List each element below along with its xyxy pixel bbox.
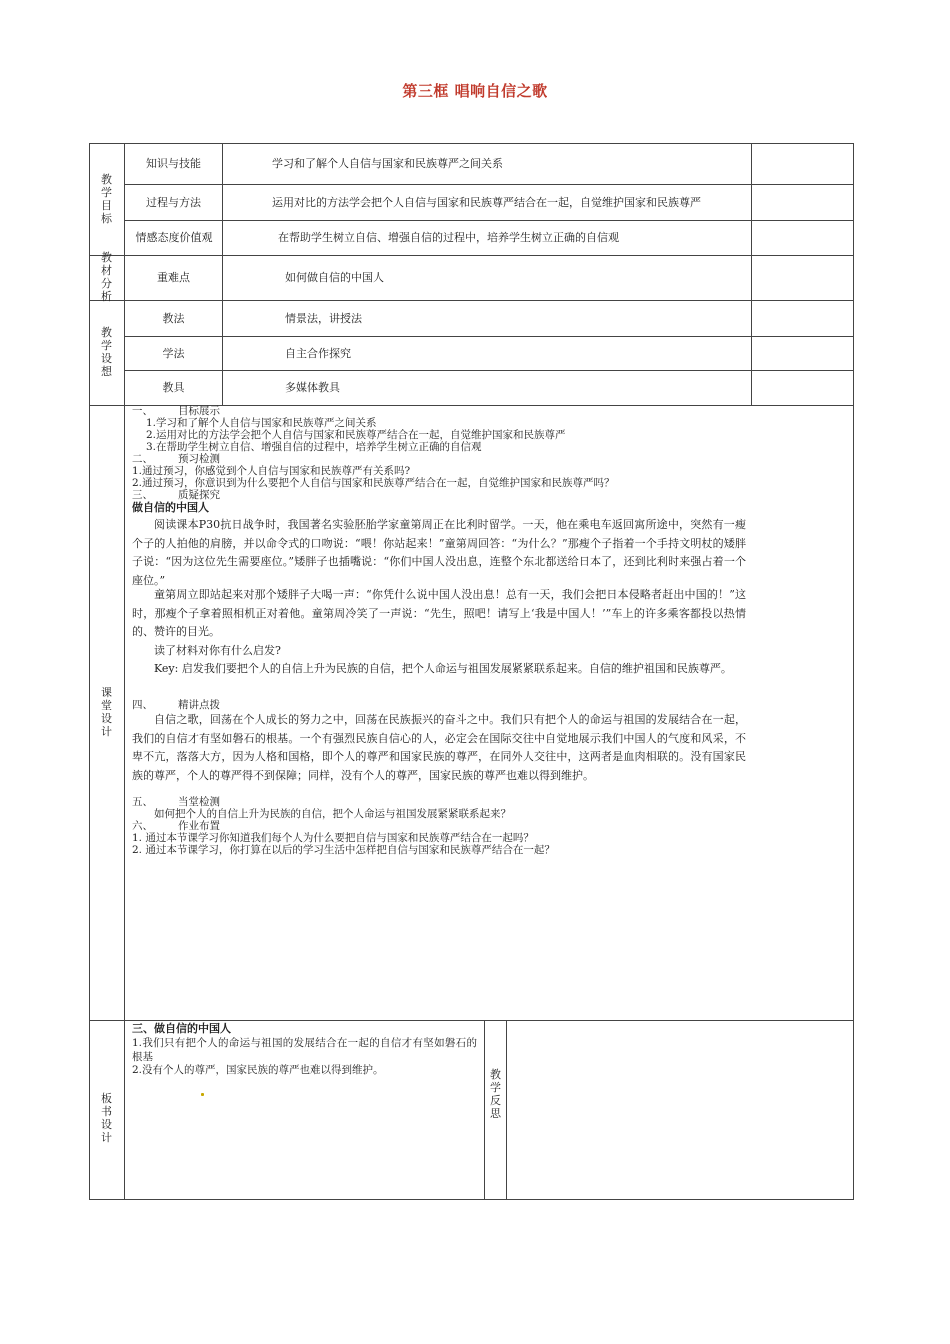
section-heading: 目标展示 xyxy=(178,405,220,417)
table-rule xyxy=(751,143,752,405)
list-item: 1.通过预习，你感觉到个人自信与国家和民族尊严有关系吗? xyxy=(132,465,411,477)
design-label: 教法 xyxy=(162,311,185,325)
section-label-analysis: 教材分析 xyxy=(101,251,112,303)
paragraph: Key: 启发我们要把个人的自信上升为民族的自信，把个人命运与祖国发展紧紧联系起来。自信的维护祖国和民族尊严。 xyxy=(154,662,732,675)
section-label-design: 教学设想 xyxy=(101,326,112,378)
table-rule xyxy=(484,1020,485,1200)
design-content: 自主合作探究 xyxy=(285,346,351,360)
design-label: 教具 xyxy=(162,381,185,394)
board-heading: 三、做自信的中国人 xyxy=(132,1022,231,1035)
list-item: 3.在帮助学生树立自信、增强自信的过程中，培养学生树立正确的自信观 xyxy=(146,441,482,453)
section-number: 二、 xyxy=(132,453,153,465)
paragraph: 阅读课本P30抗日战争时，我国著名实验胚胎学家童第周正在比利时留学。一天，他在乘电车返回寓所途中，突然有一瘦个子的人拍他的肩膀，并以命令式的口吻说：“喂！你站起来！”童第周回答：“为什么？”那瘦个子指着一个手持文明杖的矮胖子说：“因为这位先生需要座位。”矮胖子也插嘴说：“你们中国人没出息，连整个东北都送给日本了，还到比利时来强占着一个座位。” xyxy=(132,518,746,587)
section-label-classroom: 课堂设计 xyxy=(101,686,112,738)
table-rule xyxy=(853,143,854,1200)
table-rule xyxy=(506,1020,507,1200)
design-content: 多媒体教具 xyxy=(285,381,340,394)
goal-content: 在帮助学生树立自信、增强自信的过程中，培养学生树立正确的自信观 xyxy=(278,231,619,244)
list-item: 1.学习和了解个人自信与国家和民族尊严之间关系 xyxy=(146,417,377,429)
section-label-reflection: 教学反思 xyxy=(490,1068,501,1120)
table-rule xyxy=(89,1199,854,1200)
goal-label: 情感态度价值观 xyxy=(135,231,213,244)
list-item: 2.运用对比的方法学会把个人自信与国家和民族尊严结合在一起，自觉维护国家和民族尊严 xyxy=(146,429,566,441)
design-label: 学法 xyxy=(162,346,185,360)
section-number: 六、 xyxy=(132,820,153,832)
section-heading: 预习检测 xyxy=(178,453,220,465)
section-number: 五、 xyxy=(132,796,153,808)
paragraph: 读了材料对你有什么启发? xyxy=(154,644,281,657)
goal-content: 运用对比的方法学会把个人自信与国家和民族尊严结合在一起，自觉维护国家和民族尊严 xyxy=(272,195,701,209)
goal-content: 学习和了解个人自信与国家和民族尊严之间关系 xyxy=(272,157,503,170)
section-heading: 质疑探究 xyxy=(178,489,220,501)
section-heading: 精讲点拨 xyxy=(178,699,220,711)
paragraph: 童第周立即站起来对那个矮胖子大喝一声：“你凭什么说中国人没出息！总有一天，我们会把日本侵略者赶出中国的！”这时，那瘦个子拿着照相机正对着他。童第周冷笑了一声说：“先生，照吧！请写上‘我是中国人！’”车上的许多乘客都投以热情的、赞许的目光。 xyxy=(132,588,746,638)
section-number: 一、 xyxy=(132,405,153,417)
list-item: 2.通过预习，你意识到为什么要把个人自信与国家和民族尊严结合在一起，自觉维护国家和民族尊严吗？ xyxy=(132,477,615,489)
goal-label: 知识与技能 xyxy=(146,157,201,170)
list-item: 如何把个人的自信上升为民族的自信，把个人命运与祖国发展紧紧联系起来？ xyxy=(154,808,511,820)
paragraph: 自信之歌，回荡在个人成长的努力之中，回荡在民族振兴的奋斗之中。我们只有把个人的命运与祖国的发展结合在一起，我们的自信才有坚如磐石的根基。一个有强烈民族自信心的人，必定会在国际交往中自觉地展示我们中国人的气度和风采，不卑不亢，落落大方，因为人格和国格，即个人的尊严和国家民族的尊严，在同外人交往中，这两者是血肉相联的。没有国家民族的尊严，个人的尊严得不到保障；同样，没有个人的尊严，国家民族的尊严也难以得到维护。 xyxy=(132,713,746,782)
section-label-board: 板书设计 xyxy=(101,1092,112,1144)
section-heading: 作业布置 xyxy=(178,820,220,832)
section-number: 三、 xyxy=(132,489,153,501)
table-rule xyxy=(222,143,223,405)
table-rule xyxy=(89,1020,854,1021)
list-item: 1. 通过本节课学习你知道我们每个人为什么要把自信与国家和民族尊严结合在一起吗？ xyxy=(132,832,534,844)
analysis-label: 重难点 xyxy=(157,271,190,284)
subsection-heading: 做自信的中国人 xyxy=(132,501,209,514)
table-rule xyxy=(89,143,90,1200)
mark-dot xyxy=(201,1093,204,1096)
section-number: 四、 xyxy=(132,699,153,711)
board-item: 2.没有个人的尊严，国家民族的尊严也难以得到维护。 xyxy=(132,1064,384,1076)
board-item: 1.我们只有把个人的命运与祖国的发展结合在一起的自信才有坚如磐石的根基 xyxy=(132,1037,477,1063)
section-label-goals: 教学目标 xyxy=(101,173,112,225)
page-title: 第三框 唱响自信之歌 xyxy=(402,82,548,100)
goal-label: 过程与方法 xyxy=(146,195,201,209)
design-content: 情景法，讲授法 xyxy=(285,311,362,325)
analysis-content: 如何做自信的中国人 xyxy=(285,271,384,284)
section-heading: 当堂检测 xyxy=(178,796,220,808)
list-item: 2. 通过本节课学习，你打算在以后的学习生活中怎样把自信与国家和民族尊严结合在一起？ xyxy=(132,844,555,856)
